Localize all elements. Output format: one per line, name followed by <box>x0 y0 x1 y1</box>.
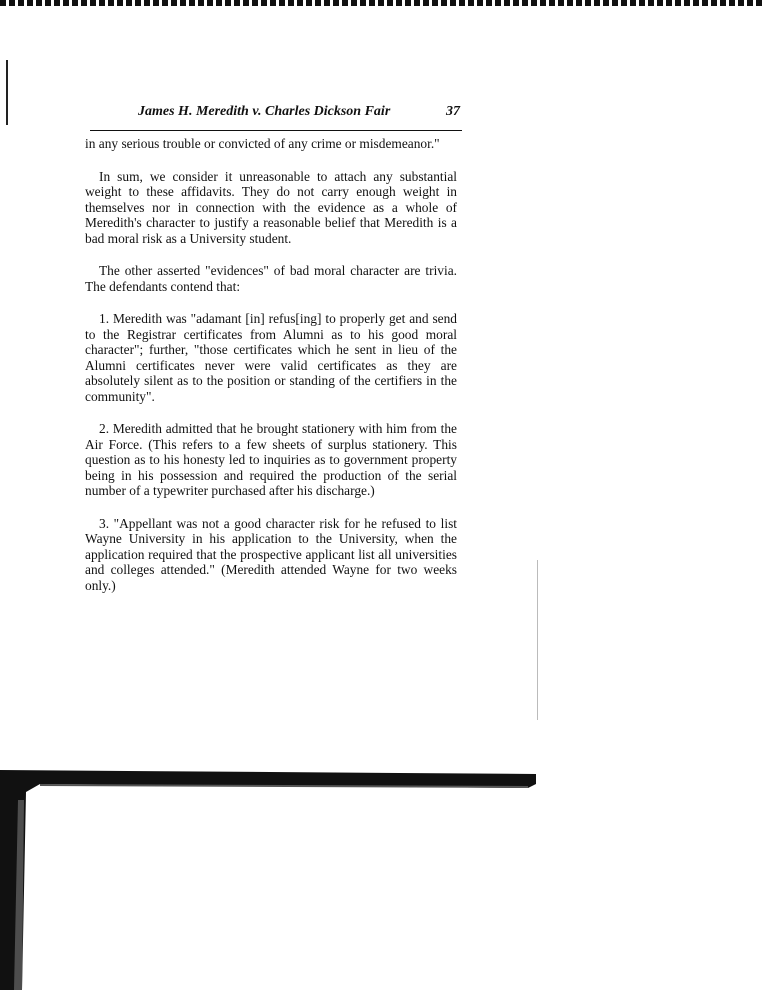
paragraph-continuation: in any serious trouble or convicted of any crime or misdemeanor." <box>85 136 440 151</box>
paragraph-item-2: 2. Meredith admitted that he brought stationery with him from the Air Force. (This refers to a few sheets of surplus stationery. This question as to his honesty led to inquiries as to government property being in his possession and required the production of the serial number of a typewriter purchased after his discharge.) <box>85 421 457 498</box>
paragraph-item-1: 1. Meredith was "adamant [in] refus[ing] to properly get and send to the Registrar certificates from Alumni as to his good moral character"; further, "those certificates which he sent in lieu of the Alumni certificates never were valid certificates as they are absolutely silent as to the position or standing of the certifiers in the community". <box>85 311 457 404</box>
scan-top-border <box>0 0 763 6</box>
paragraph-summary: In sum, we consider it unreasonable to attach any substantial weight to these affidavits. They do not carry enough weight in themselves nor in connection with the evidence as a whole of Meredith's character to justify a reasonable belief that Meredith is a bad moral risk as a University student. <box>85 168 457 246</box>
paragraph-intro: The other asserted "evidences" of bad moral character are trivia. The defendants contend that: <box>85 263 457 294</box>
scan-margin-mark <box>6 60 8 125</box>
body-text <box>85 136 457 610</box>
scan-page-edge <box>537 560 538 720</box>
scan-bottom-shadow <box>0 770 540 990</box>
paragraph-item-3: 3. "Appellant was not a good character risk for he refused to list Wayne University in his application to the University, when the application required that the prospective applicant list all universities and colleges attended." (Meredith attended Wayne for two weeks only.) <box>85 515 457 593</box>
page-header <box>90 104 462 131</box>
page-number: 37 <box>446 104 460 119</box>
running-head: James H. Meredith v. Charles Dickson Fair <box>138 104 391 119</box>
